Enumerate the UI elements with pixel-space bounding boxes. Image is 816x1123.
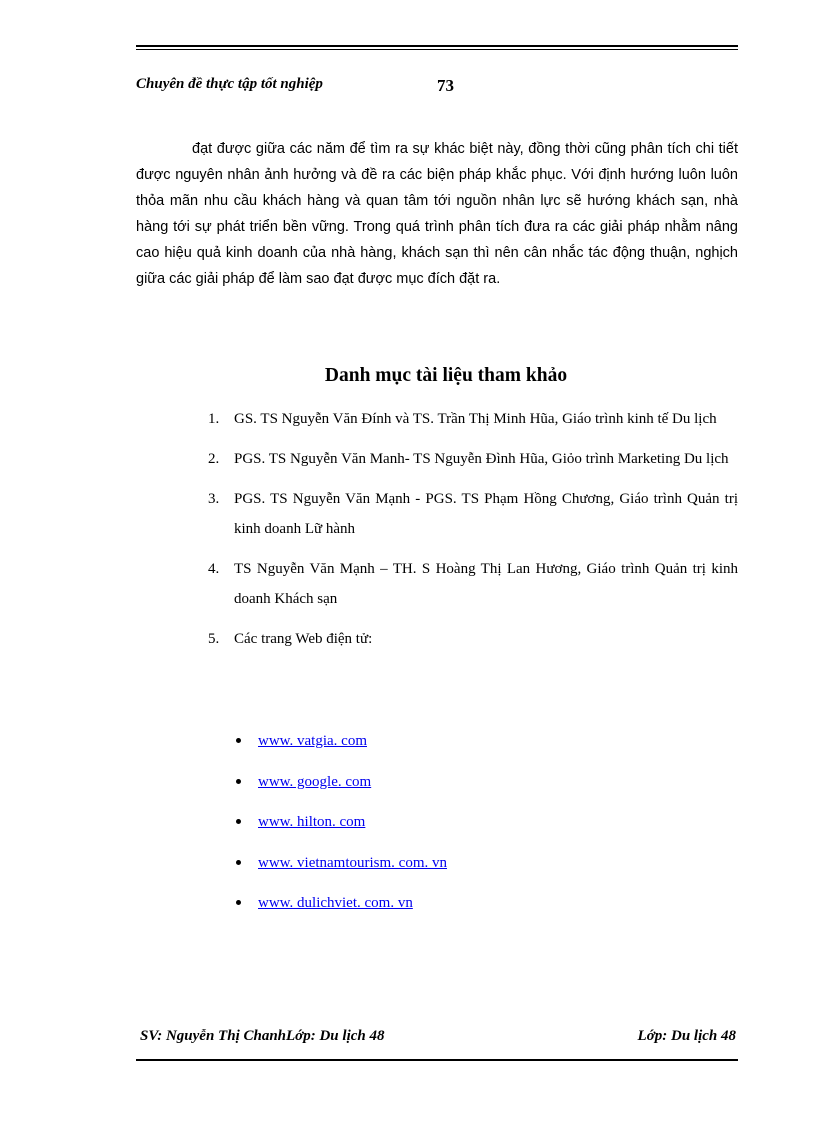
website-link-vatgia[interactable]: www. vatgia. com bbox=[258, 733, 367, 749]
header-title: Chuyên đề thực tập tốt nghiệp bbox=[136, 76, 323, 92]
reference-number: 4. bbox=[208, 561, 220, 577]
body-paragraph: đạt được giữa các năm để tìm ra sự khác biệt này, đồng thời cũng phân tích chi tiết được nguyên nhân ảnh hưởng và đề ra các biện pháp khắc phục. Với định hướng luôn luôn thỏa mãn nhu cầu khách hàng và quan tâm tới nguồn nhân lực sẽ hướng khách sạn, nhà hàng tới sự phát triển bền vững. Trong quá trình phân tích đưa ra các giải pháp nhằm nâng cao hiệu quả kinh doanh của nhà hàng, khách sạn thì nên cân nhắc tác động thuận, nghịch giữa các giải pháp để làm sao đạt được mục đích đặt ra. bbox=[136, 141, 738, 287]
reference-list bbox=[208, 404, 738, 664]
bullet-icon bbox=[236, 819, 241, 824]
list-item bbox=[236, 768, 447, 809]
footer-class: Lớp: Du lịch 48 bbox=[637, 1028, 736, 1044]
reference-item bbox=[208, 624, 738, 654]
reference-item bbox=[208, 554, 738, 614]
reference-text: GS. TS Nguyễn Văn Đính và TS. Trần Thị Minh Hũa, Giáo trình kinh tế Du lịch bbox=[234, 411, 717, 427]
reference-number: 5. bbox=[208, 631, 220, 647]
reference-number: 3. bbox=[208, 491, 220, 507]
header-rule bbox=[136, 45, 738, 50]
list-item bbox=[236, 808, 447, 849]
reference-item bbox=[208, 484, 738, 544]
bullet-icon bbox=[236, 860, 241, 865]
list-item bbox=[236, 889, 447, 930]
website-list bbox=[236, 727, 447, 930]
references-title: Danh mục tài liệu tham khảo bbox=[324, 365, 568, 386]
reference-item bbox=[208, 444, 738, 474]
page-number: 73 bbox=[437, 76, 454, 95]
reference-text: Các trang Web điện tử: bbox=[234, 631, 373, 647]
reference-item bbox=[208, 404, 738, 434]
reference-number: 2. bbox=[208, 451, 220, 467]
reference-number: 1. bbox=[208, 411, 220, 427]
bullet-icon bbox=[236, 900, 241, 905]
website-link-hilton[interactable]: www. hilton. com bbox=[258, 814, 366, 830]
reference-text: PGS. TS Nguyễn Văn Manh- TS Nguyễn Đình Hũa, Giỏo trình Marketing Du lịch bbox=[234, 451, 729, 467]
website-link-dulichviet[interactable]: www. dulichviet. com. vn bbox=[258, 895, 413, 911]
footer-student: SV: Nguyễn Thị ChanhLớp: Du lịch 48 bbox=[140, 1028, 385, 1044]
bullet-icon bbox=[236, 779, 241, 784]
website-link-vietnamtourism[interactable]: www. vietnamtourism. com. vn bbox=[258, 854, 448, 871]
list-item bbox=[236, 727, 447, 768]
bullet-icon bbox=[236, 738, 241, 743]
footer-rule bbox=[136, 1059, 738, 1061]
list-item bbox=[236, 849, 447, 890]
reference-text: TS Nguyễn Văn Mạnh – TH. S Hoàng Thị Lan Hương, Giáo trình Quản trị kinh doanh Khách sạn bbox=[234, 561, 738, 607]
website-link-google[interactable]: www. google. com bbox=[258, 773, 372, 790]
reference-text: PGS. TS Nguyễn Văn Mạnh - PGS. TS Phạm Hồng Chương, Giáo trình Quản trị kinh doanh Lữ hành bbox=[234, 491, 738, 537]
